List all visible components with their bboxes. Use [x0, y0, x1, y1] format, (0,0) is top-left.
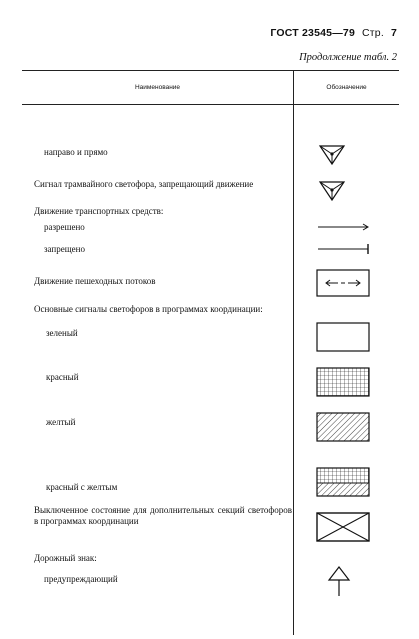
column-header-name: Наименование [134, 83, 181, 91]
row-label-pedestrian-flows: Движение пешеходных потоков [34, 276, 156, 286]
page-number: 7 [390, 27, 397, 39]
double-arrow-triangle-icon [314, 140, 350, 170]
row-label-vehicle-movement: Движение транспортных средств: [34, 206, 164, 216]
row-label-right-and-straight: направо и прямо [44, 147, 108, 157]
symbols-table [22, 70, 399, 635]
red-yellow-rectangle-icon [316, 467, 372, 499]
row-label-red-yellow: красный с желтым [46, 482, 118, 492]
row-label-allowed: разрешено [44, 222, 85, 232]
yellow-hatched-rectangle-icon [316, 412, 372, 444]
green-empty-rectangle-icon [316, 322, 372, 354]
row-label-main-signals: Основные сигналы светофоров в программах координации: [34, 304, 263, 314]
row-label-yellow: желтый [46, 417, 76, 427]
page-header [270, 27, 397, 39]
row-label-tram-signal: Сигнал трамвайного светофора, запрещающий движение [34, 179, 254, 189]
table-header-divider [22, 104, 399, 105]
red-grid-rectangle-icon [316, 367, 372, 399]
column-header-symbol: Обозначение [326, 83, 367, 91]
standard-number: ГОСТ 23545—79 [270, 27, 355, 39]
arrow-right-icon [314, 220, 374, 234]
row-label-warning: предупреждающий [44, 574, 118, 584]
tram-signal-triangle-icon [314, 176, 350, 206]
table-column-divider [293, 70, 294, 635]
warning-sign-triangle-icon [324, 564, 354, 598]
row-label-forbidden: запрещено [44, 244, 85, 254]
switched-off-crossed-rectangle-icon [316, 512, 372, 544]
row-label-road-sign: Дорожный знак: [34, 553, 97, 563]
stop-bar-line-icon [314, 242, 374, 256]
page-label: Стр. [362, 27, 384, 39]
row-label-switched-off: Выключенное состояние для дополнительных секций светофоров в программах координации [34, 505, 292, 526]
row-label-red: красный [46, 372, 79, 382]
row-label-green: зеленый [46, 328, 78, 338]
table-continuation-caption: Продолжение табл. 2 [299, 52, 397, 63]
pedestrian-arrows-box-icon [316, 268, 372, 298]
